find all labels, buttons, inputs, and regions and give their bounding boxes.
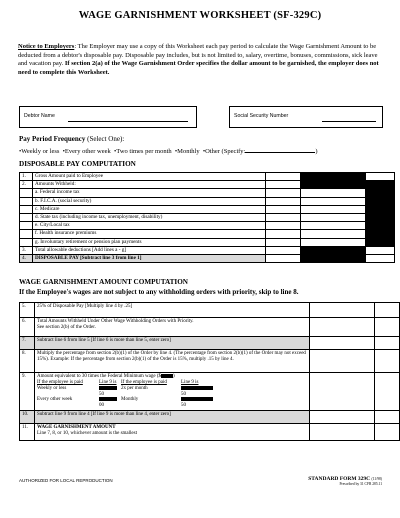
amount-cell[interactable] <box>301 214 366 222</box>
table-row <box>20 373 400 411</box>
amount-cell[interactable] <box>310 350 375 373</box>
ssn-line <box>322 121 376 122</box>
pay-frequency-options <box>19 146 318 155</box>
min-wage-row <box>37 386 307 397</box>
notice-bold: If section 2(a) of the Wage Garnishment Order specifies the dollar amount to be garnished, the employer does not need to complete this Worksheet. <box>18 60 379 76</box>
spacer-cell <box>266 255 301 263</box>
footer-form-id <box>308 476 382 486</box>
min-h4: Line 9 is <box>181 380 199 386</box>
blocked-cell <box>366 205 395 213</box>
option-two-times-month[interactable]: Two times per month <box>116 148 172 155</box>
blocked-cell <box>366 189 395 197</box>
table-row <box>20 173 395 181</box>
line-6-text2: See section 2(b) of the Order. <box>37 325 96 331</box>
total-cell[interactable] <box>366 255 395 263</box>
pay-frequency-heading <box>19 135 124 143</box>
line-number <box>20 238 33 246</box>
table-row <box>20 350 400 373</box>
min-r1-c4: 50 <box>181 391 186 397</box>
line-6-text: Total Amounts Withheld Under Other Wage Withholding Orders with Priority. <box>37 319 194 324</box>
blocked-cell <box>301 246 366 254</box>
min-r1-c3: 2x per month <box>121 385 148 391</box>
amount-cell[interactable] <box>301 238 366 246</box>
amount-cell[interactable] <box>310 337 375 350</box>
blocked-cell <box>366 197 395 205</box>
footer-authorized: AUTHORIZED FOR LOCAL REPRODUCTION <box>19 478 113 483</box>
line-number: 11. <box>20 423 35 440</box>
table-row <box>20 197 395 205</box>
table-row <box>20 423 400 440</box>
line-number <box>20 214 33 222</box>
notice-lead: Notice to Employers <box>18 43 75 50</box>
pay-frequency-heading-bold: Pay Period Frequency <box>19 135 86 143</box>
blocked-cell <box>301 173 366 181</box>
line-description: DISPOSABLE PAY [Subtract line 3 from line 1] <box>33 255 266 263</box>
table-row <box>20 222 395 230</box>
line-number: 9. <box>20 373 35 411</box>
line-number: 1. <box>20 173 33 181</box>
debtor-name-label: Debtor Name <box>24 113 55 119</box>
redaction <box>181 386 213 390</box>
line-description: f. Health insurance premiums <box>33 230 266 238</box>
line-number: 2. <box>20 181 33 189</box>
amount-cell[interactable] <box>301 197 366 205</box>
blocked-cell <box>301 181 366 189</box>
amount-cell[interactable] <box>310 423 375 440</box>
extra-cell <box>375 423 400 440</box>
ssn-label: Social Security Number <box>234 113 289 119</box>
line-number <box>20 222 33 230</box>
pay-frequency-heading-rest: (Select One): <box>85 135 125 143</box>
line-number <box>20 189 33 197</box>
table-row <box>20 246 395 254</box>
table-row <box>20 189 395 197</box>
min-r1-c2: 50 <box>99 391 104 397</box>
line-description: b. F.I.C.A. (social security) <box>33 197 266 205</box>
line-description: Subtract line 9 from line 4 [If line 9 is more than line 4, enter zero] <box>35 410 310 423</box>
min-r1-c1: Weekly or less <box>37 385 67 391</box>
option-bullet-icon: • <box>62 148 65 155</box>
line-description: a. Federal income tax <box>33 189 266 197</box>
redaction <box>161 374 173 378</box>
line-description: g. Involuntary retirement or pension plan payments <box>33 238 266 246</box>
footer-prescribed: Prescribed by 31 CFR 285.11 <box>339 482 382 486</box>
extra-cell <box>375 373 400 411</box>
option-other[interactable]: Other (Specify: <box>205 148 246 155</box>
footer-form-name: STANDARD FORM 329C <box>308 476 371 482</box>
line-description <box>35 423 310 440</box>
table-row <box>20 238 395 246</box>
spacer-cell <box>266 173 301 181</box>
min-h1: If the employee is paid <box>37 380 83 386</box>
line-number: 7. <box>20 337 35 350</box>
spacer-cell <box>266 214 301 222</box>
line-description: c. Medicare <box>33 205 266 213</box>
table-row <box>20 303 400 318</box>
redaction <box>181 397 213 401</box>
page-title: WAGE GARNISHMENT WORKSHEET (SF-329C) <box>78 10 322 21</box>
blocked-cell <box>301 255 366 263</box>
option-monthly[interactable]: Monthly <box>177 148 200 155</box>
garnish-heading: WAGE GARNISHMENT AMOUNT COMPUTATION <box>19 278 188 286</box>
redaction <box>99 397 117 401</box>
option-every-other-week[interactable]: Every other week <box>64 148 111 155</box>
line-number: 5. <box>20 303 35 318</box>
option-bullet-icon: • <box>202 148 206 155</box>
spacer-cell <box>266 189 301 197</box>
option-bullet-icon: • <box>19 148 22 155</box>
min-h3: If the employee is paid <box>121 380 167 386</box>
amount-cell[interactable] <box>310 318 375 337</box>
disposable-heading: DISPOSABLE PAY COMPUTATION <box>19 160 136 168</box>
other-closing: ) <box>315 148 318 155</box>
line-number: 4. <box>20 255 33 263</box>
amount-cell[interactable] <box>301 222 366 230</box>
table-row <box>20 255 395 263</box>
table-row <box>20 205 395 213</box>
line-number <box>20 230 33 238</box>
line-description: Subtract line 6 from line 5 [If line 6 is more than line 5, enter zero] <box>35 337 310 350</box>
other-specify-line[interactable] <box>245 146 318 155</box>
amount-cell[interactable] <box>301 189 366 197</box>
spacer-cell <box>266 205 301 213</box>
total-cell[interactable] <box>366 246 395 254</box>
redaction <box>99 386 117 390</box>
min-r2-c2: 00 <box>99 403 104 408</box>
min-r2-c4: 50 <box>181 403 186 408</box>
amount-cell[interactable] <box>301 205 366 213</box>
line-9-text: Amount equivalent to 30 times the Federal Minimum wage ($ <box>37 374 162 380</box>
disposable-table <box>19 172 395 263</box>
blocked-cell <box>366 222 395 230</box>
amount-cell[interactable] <box>310 410 375 423</box>
notice-text: : The Employer may use a copy of this Worksheet each pay period to calculate the Wage Garnishment Amount to be deducted from a debtor's disposable pay. Disposable pay includes, but is not limited to, salary, overtime, bonuses, commissions, sick leave and vacation pay. <box>18 43 378 68</box>
line-number: 8. <box>20 350 35 373</box>
spacer-cell <box>266 246 301 254</box>
spacer-cell <box>266 238 301 246</box>
line-description: d. State tax (including income tax, unemployment, disability) <box>33 214 266 222</box>
extra-cell <box>375 350 400 373</box>
blocked-cell <box>366 230 395 238</box>
min-h2: Line 9 is <box>99 380 117 386</box>
footer-form-date: (11/98) <box>371 477 382 481</box>
table-row <box>20 230 395 238</box>
line-description: Amounts Withheld: <box>33 181 266 189</box>
debtor-name-field[interactable] <box>19 106 197 128</box>
line-description: e. City/Local tax <box>33 222 266 230</box>
spacer-cell <box>266 230 301 238</box>
total-cell[interactable] <box>366 173 395 181</box>
option-bullet-icon: • <box>114 148 117 155</box>
line-description: Total allowable deductions [Add lines a - g] <box>33 246 266 254</box>
table-row <box>20 181 395 189</box>
amount-cell[interactable] <box>310 373 375 411</box>
extra-cell <box>375 337 400 350</box>
line-number: 3. <box>20 246 33 254</box>
line-11-text2: Line 7, 8, or 10, whichever amount is the smallest <box>37 430 137 436</box>
line-number <box>20 197 33 205</box>
table-row <box>20 214 395 222</box>
line-description: Gross Amount paid to Employee <box>33 173 266 181</box>
extra-cell <box>375 410 400 423</box>
garnish-subheading: If the Employee's wages are not subject to any withholding orders with priority, skip to line 8. <box>19 288 299 296</box>
garnish-table <box>19 302 400 441</box>
table-row <box>20 410 400 423</box>
line-11-text: WAGE GARNISHMENT AMOUNT <box>37 424 116 430</box>
line-description: Amount equivalent to 30 times the Federal Minimum wage ($ ) If the employee is paid Line 9 is If the employee is paid Line 9 is Weekly or less 50 2x per month 50 Every other week 00 Monthly 50 <box>35 373 310 411</box>
amount-cell[interactable] <box>301 230 366 238</box>
line-number: 10. <box>20 410 35 423</box>
extra-cell <box>375 303 400 318</box>
line-number <box>20 205 33 213</box>
line-number: 6. <box>20 318 35 337</box>
debtor-name-line <box>68 121 188 122</box>
line-description: Multiply the percentage from section 2(b)(1) of the Order by line 4. (The percentage from section 2(b)(1) of the Order may not exceed 15%). Example: If the percentage from section 2(b)(1) of the Order is 15%, multiply .15 by line 4. <box>35 350 310 373</box>
ssn-field[interactable] <box>229 106 383 128</box>
min-r2-c1: Every other week <box>37 397 73 403</box>
spacer-cell <box>266 222 301 230</box>
blocked-cell <box>366 214 395 222</box>
line-description: 25% of Disposable Pay [Multiply line 4 by .25] <box>35 303 310 318</box>
option-bullet-icon: • <box>174 148 178 155</box>
spacer-cell <box>266 197 301 205</box>
spacer-cell <box>266 181 301 189</box>
line-description <box>35 318 310 337</box>
amount-cell[interactable] <box>310 303 375 318</box>
min-wage-row <box>37 397 307 408</box>
table-row <box>20 318 400 337</box>
table-row <box>20 337 400 350</box>
blocked-cell <box>366 238 395 246</box>
option-weekly[interactable]: Weekly or less <box>21 148 60 155</box>
extra-cell <box>375 318 400 337</box>
notice-paragraph <box>18 43 386 77</box>
blocked-cell <box>366 181 395 189</box>
min-r2-c3: Monthly <box>121 397 139 403</box>
